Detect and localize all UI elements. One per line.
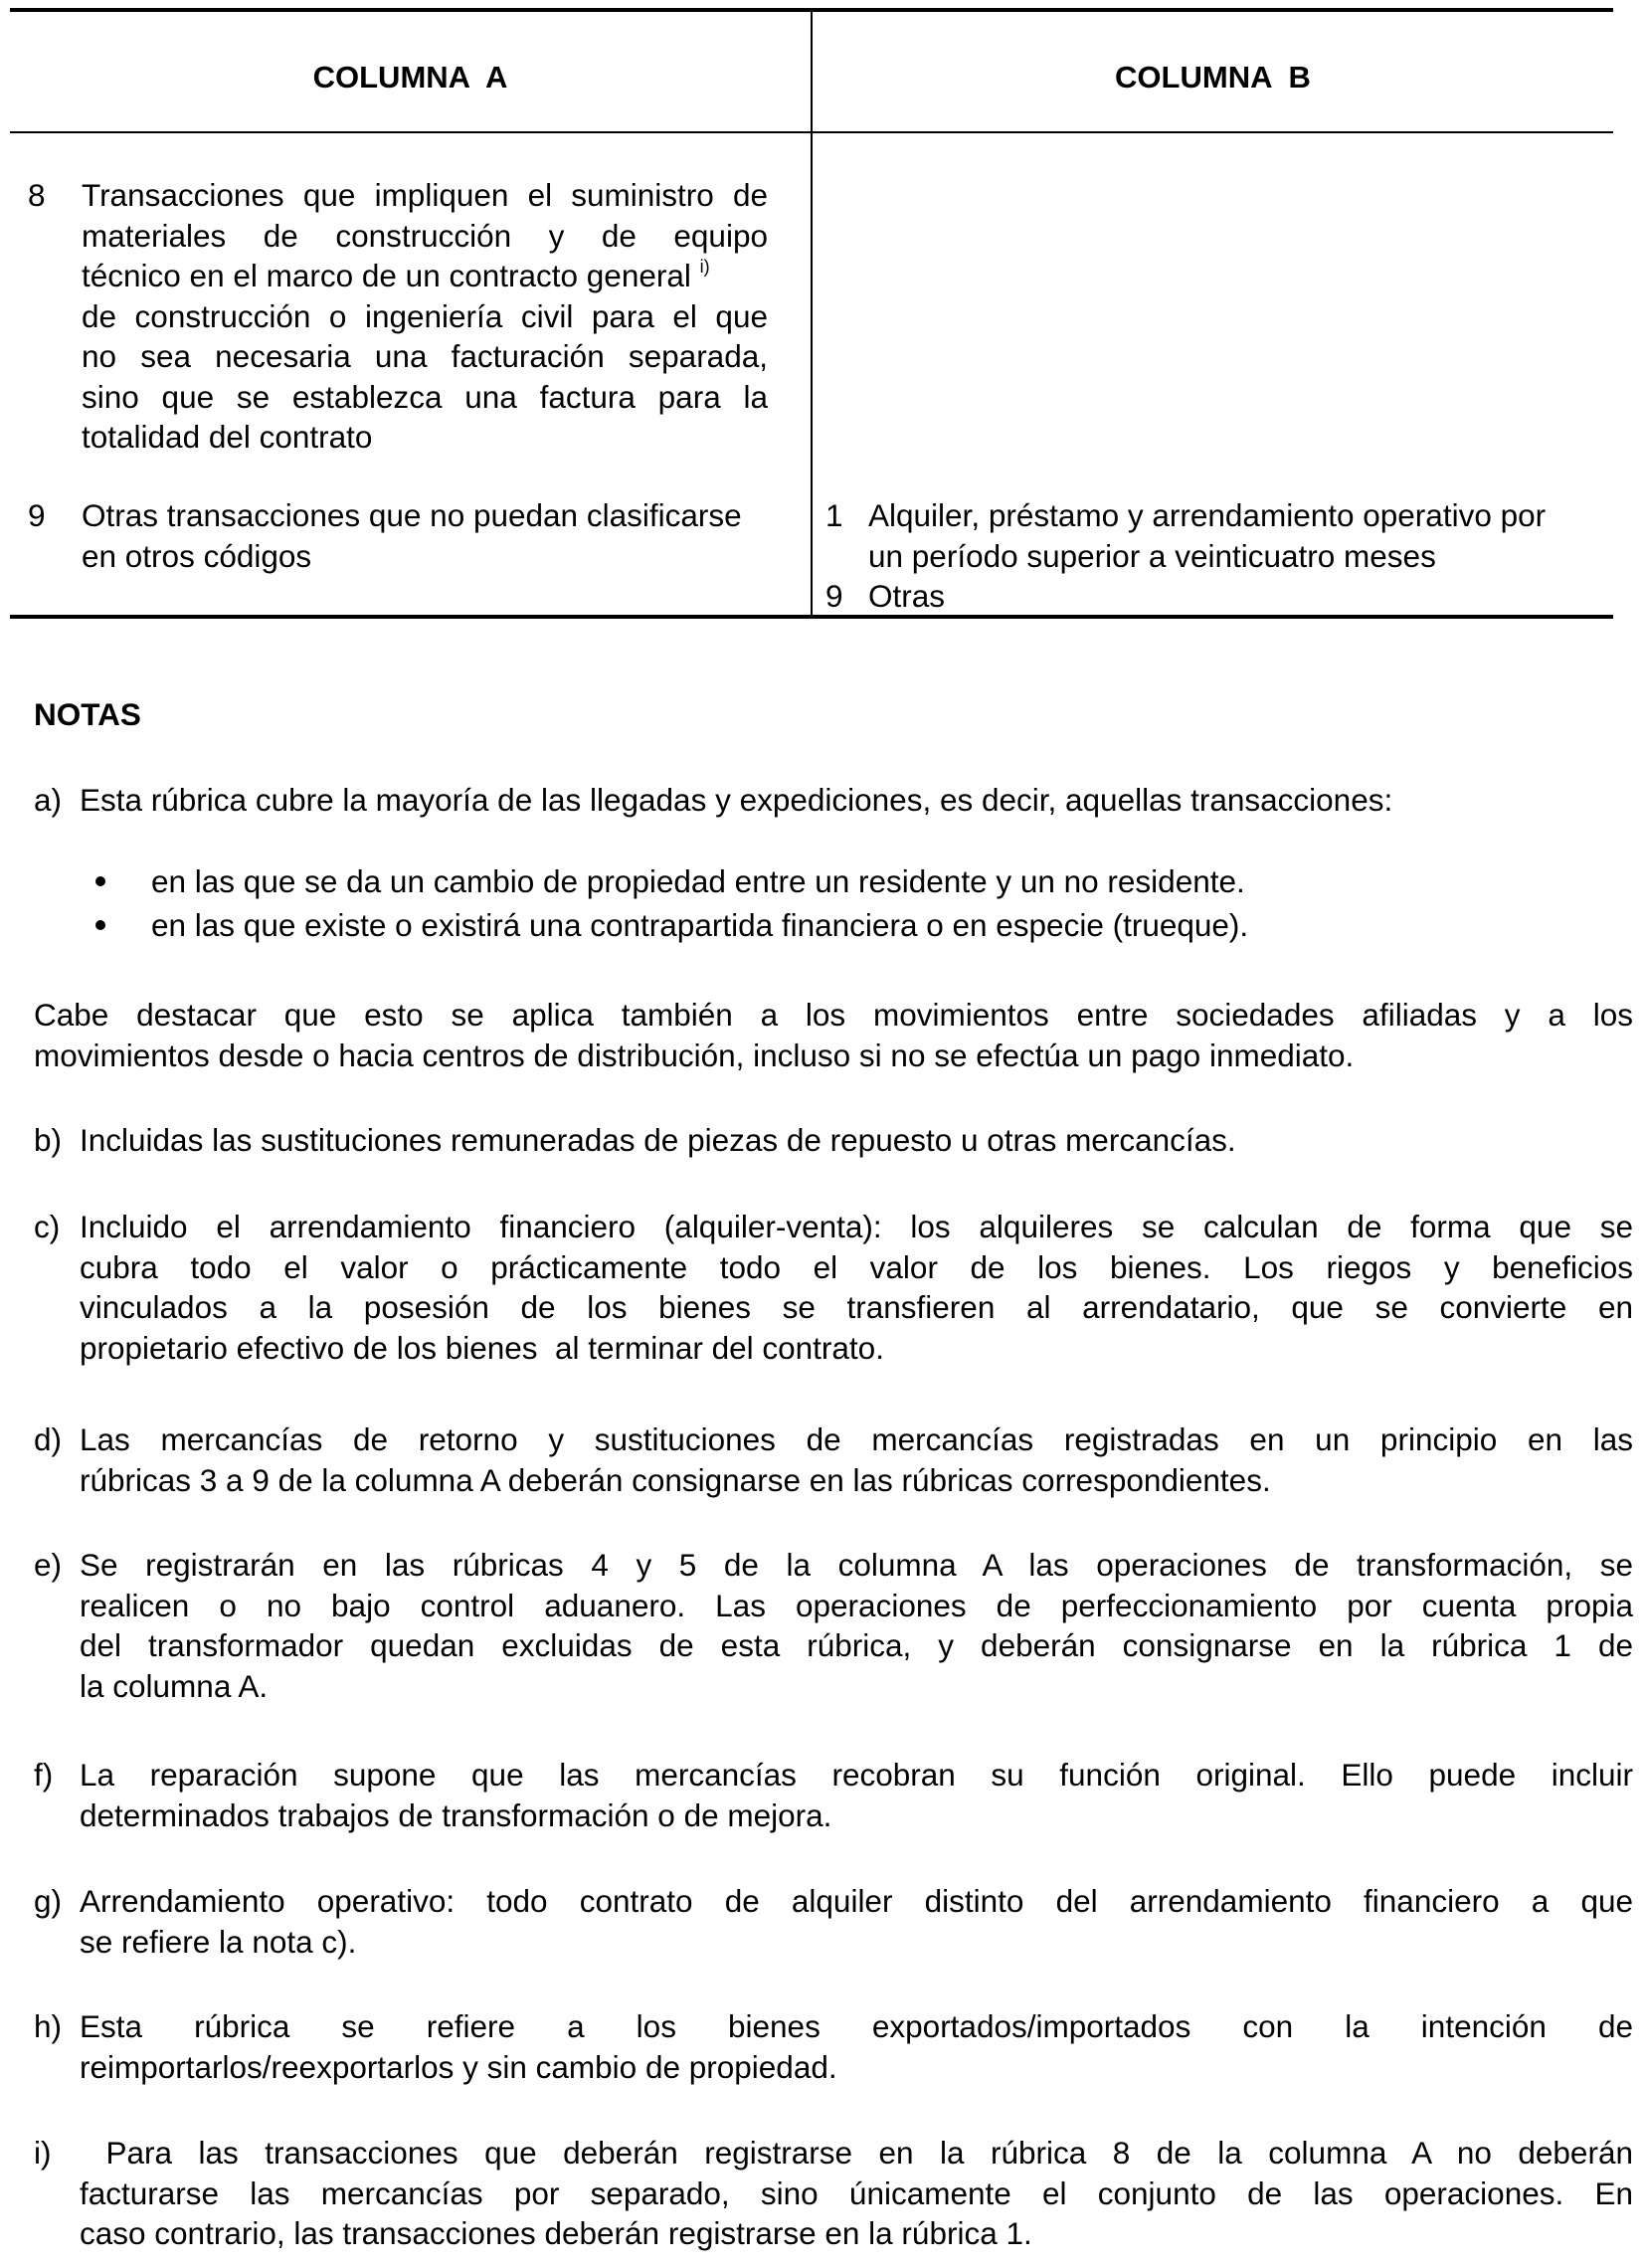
note-h-label: h) (34, 2008, 63, 2044)
note-d-line: rúbricas 3 a 9 de la columna A deberán consignarse en las rúbricas correspondientes. (80, 1461, 1271, 1498)
column-b-header: COLUMNA B (1115, 60, 1311, 94)
row-8-line: Transacciones que impliquen el suministro de (82, 177, 768, 213)
row-8-line: no sea necesaria una facturación separada, (82, 338, 768, 374)
row-8-description (82, 175, 768, 458)
table-column-divider (811, 8, 813, 619)
note-d-label: d) (34, 1421, 63, 1457)
row-8-line-text: técnico en el marco de un contracto general (82, 258, 691, 293)
note-c-line: cubra todo el valor o prácticamente todo el valor de los bienes. Los riegos y beneficios (80, 1248, 1633, 1285)
note-c-line: propietario efectivo de los bienes al terminar del contrato. (80, 1329, 884, 1366)
note-c-line: Incluido el arrendamiento financiero (alquiler-venta): los alquileres se calculan de forma que se (80, 1209, 1633, 1244)
transactions-table (10, 8, 1613, 619)
bullet-text: en las que se da un cambio de propiedad entre un residente y un no residente. (151, 863, 1245, 899)
list-item (91, 905, 1248, 949)
note-i-label: i) (34, 2135, 52, 2171)
note-a-bullet-list (91, 861, 1248, 949)
note-h-line: reimportarlos/reexportarlos y sin cambio de propiedad. (80, 2048, 837, 2085)
note-d-text (80, 1419, 1633, 1500)
row-9-sub-1-code: 1 (825, 497, 843, 533)
note-f-text (80, 1755, 1633, 1835)
row-8-line: totalidad del contrato (82, 419, 373, 455)
note-c-line: vinculados a la posesión de los bienes se transfieren al arrendatario, que se convierte en (80, 1289, 1633, 1325)
note-c-label: c) (34, 1209, 61, 1244)
row-9-line: Otras transacciones que no puedan clasificarse (82, 497, 742, 533)
row-8-line (82, 256, 768, 296)
note-a-paragraph-line: Cabe destacar que esto se aplica también a los movimientos entre sociedades afiliadas y a los (34, 997, 1633, 1033)
row-8-line: materiales de construcción y de equipo (82, 217, 768, 254)
note-i-line: facturarse las mercancías por separado, sino únicamente el conjunto de las operaciones. En (80, 2174, 1633, 2211)
note-a-text: Esta rúbrica cubre la mayoría de las llegadas y expediciones, es decir, aquellas transacciones: (80, 782, 1393, 818)
row-9-description (82, 495, 792, 576)
note-i-line: Para las transacciones que deberán registrarse en la rúbrica 8 de la columna A no deberán (80, 2135, 1633, 2171)
row-9-sub-9-code: 9 (825, 578, 843, 614)
row-9-sub-9-description (868, 576, 1604, 617)
row-8-line: sino que se establezca una factura para la (82, 378, 768, 415)
row-9-sub-1-description (868, 495, 1604, 576)
note-g-text (80, 1881, 1633, 1962)
note-e-line: realicen o no bajo control aduanero. Las operaciones de perfeccionamiento por cuenta propia (80, 1587, 1633, 1623)
note-d-line: Las mercancías de retorno y sustituciones de mercancías registradas en un principio en las (80, 1421, 1633, 1457)
note-g-label: g) (34, 1883, 63, 1919)
note-c-text (80, 1207, 1633, 1368)
note-g-line: se refiere la nota c). (80, 1923, 357, 1960)
note-b-text (80, 1120, 1633, 1161)
note-f-line: La reparación supone que las mercancías recobran su función original. Ello puede incluir (80, 1757, 1633, 1793)
bullet-icon (95, 876, 105, 886)
note-e-line: del transformador quedan excluidas de esta rúbrica, y deberán consignarse en la rúbrica 1 de (80, 1627, 1633, 1663)
note-h-text (80, 2006, 1633, 2087)
note-a-paragraph (34, 995, 1633, 1075)
note-e-text (80, 1545, 1633, 1706)
note-g-line: Arrendamiento operativo: todo contrato de alquiler distinto del arrendamiento financiero a que (80, 1883, 1633, 1919)
note-f-line: determinados trabajos de transformación o de mejora. (80, 1796, 832, 1833)
note-f-label: f) (34, 1757, 54, 1793)
row-8-code: 8 (28, 177, 46, 213)
note-e-line: Se registrarán en las rúbricas 4 y 5 de la columna A las operaciones de transformación, se (80, 1547, 1633, 1583)
note-e-label: e) (34, 1547, 63, 1583)
note-h-line: Esta rúbrica se refiere a los bienes exportados/importados con la intención de (80, 2008, 1633, 2044)
note-a-label: a) (34, 782, 63, 818)
row-9-line: en otros códigos (82, 537, 312, 574)
bullet-icon (95, 920, 105, 930)
note-b-label: b) (34, 1122, 63, 1158)
row-9-sub-1-line: un período superior a veinticuatro meses (868, 537, 1436, 574)
row-9-sub-9-line: Otras (868, 578, 946, 614)
note-i-text (80, 2133, 1633, 2254)
column-a-header: COLUMNA A (312, 60, 508, 94)
note-e-line: la columna A. (80, 1667, 269, 1704)
row-9-sub-1-line: Alquiler, préstamo y arrendamiento operativo por (868, 497, 1547, 533)
row-9-code: 9 (28, 497, 46, 533)
row-8-line: de construcción o ingeniería civil para el que (82, 297, 768, 334)
note-i-line: caso contrario, las transacciones deberán registrarse en la rúbrica 1. (80, 2215, 1032, 2251)
note-a-paragraph-line: movimientos desde o hacia centros de distribución, incluso si no se efectúa un pago inmediato. (34, 1037, 1355, 1073)
notes-title: NOTAS (34, 696, 141, 732)
list-item (91, 861, 1248, 905)
footnote-i-marker: i) (699, 257, 710, 277)
bullet-text: en las que existe o existirá una contrapartida financiera o en especie (trueque). (151, 907, 1249, 943)
note-b-line: Incluidas las sustituciones remuneradas de piezas de repuesto u otras mercancías. (80, 1122, 1236, 1158)
